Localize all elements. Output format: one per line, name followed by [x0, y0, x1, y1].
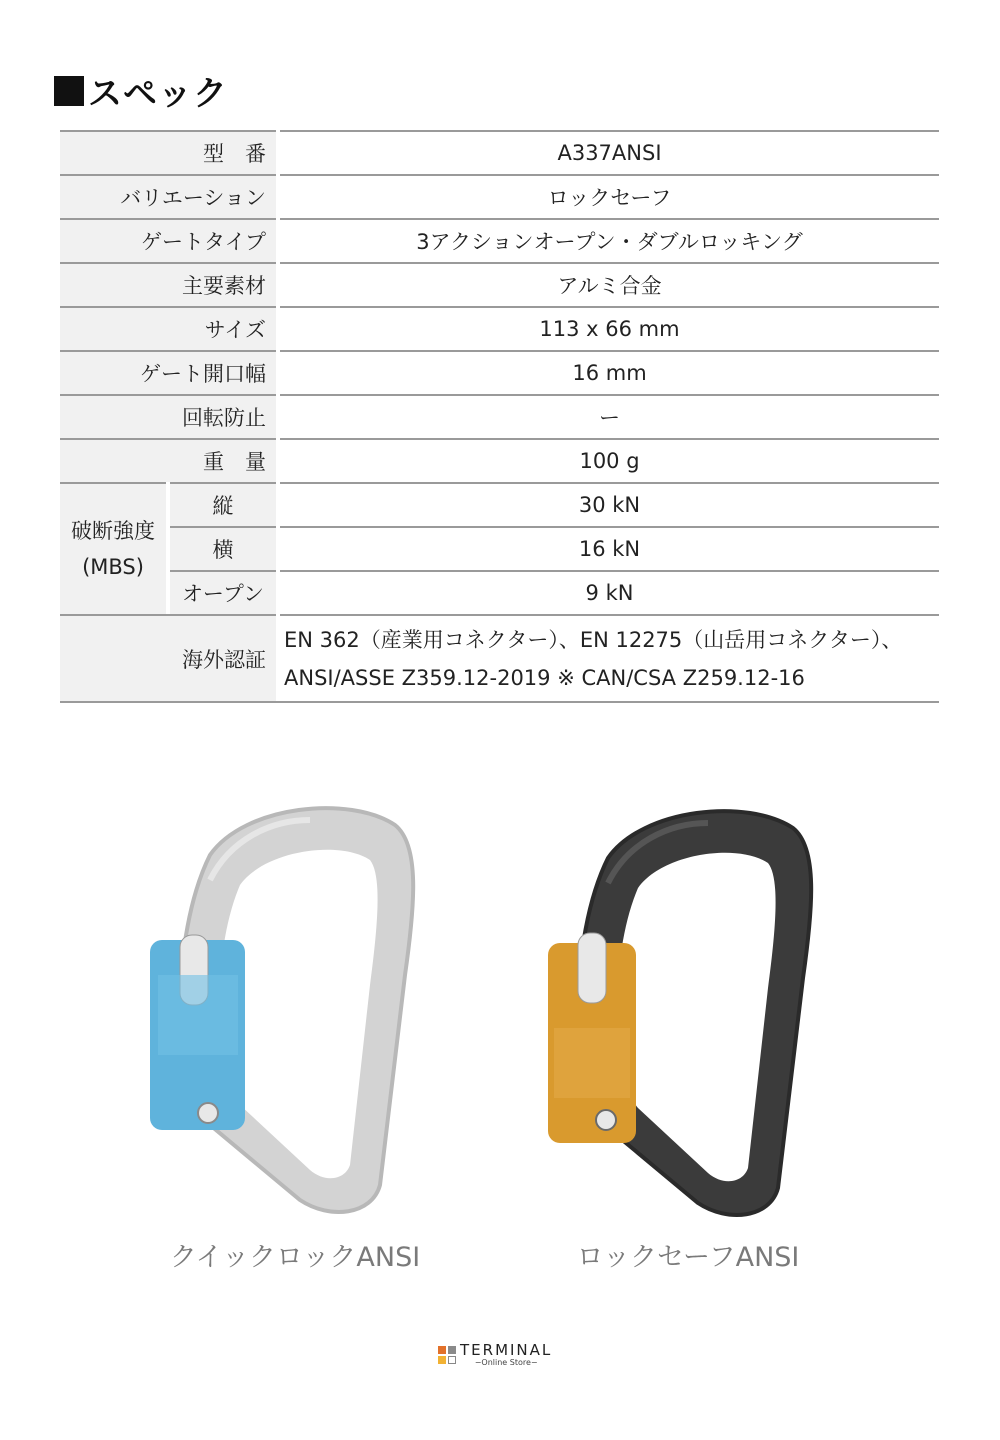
spec-label: ゲート開口幅	[140, 362, 266, 386]
mbs-label-line1: 破断強度	[71, 519, 155, 543]
mbs-group	[60, 482, 939, 614]
section-heading	[54, 66, 228, 115]
carabiner-quicklock-image	[150, 795, 430, 1225]
spec-label: サイズ	[204, 318, 266, 342]
cert-value	[280, 614, 939, 701]
spec-table	[60, 130, 939, 703]
spec-row	[60, 438, 939, 482]
logo-grid-icon	[438, 1346, 456, 1364]
cert-line1: EN 362（産業用コネクター）、EN 12275（山岳用コネクター）、	[284, 627, 903, 652]
spec-value: アルミ合金	[280, 262, 939, 306]
spec-row	[60, 350, 939, 394]
spec-label: 回転防止	[182, 406, 266, 430]
mbs-sub-value: 9 kN	[280, 570, 939, 614]
mbs-sub-value: 30 kN	[280, 482, 939, 526]
cert-row	[60, 614, 939, 703]
cert-label: 海外認証	[182, 647, 266, 672]
spec-row	[60, 262, 939, 306]
logo-sub: −Online Store−	[474, 1358, 538, 1367]
mbs-sub-label: 縦	[170, 482, 276, 526]
mbs-sub-label: 横	[170, 526, 276, 570]
caption-locksafe: ロックセーフANSI	[576, 1242, 800, 1273]
carabiner-locksafe-image	[548, 798, 828, 1228]
spec-label: バリエーション	[120, 186, 266, 210]
spec-value: 113 x 66 mm	[280, 306, 939, 350]
mbs-label	[60, 482, 166, 614]
spec-value: 16 mm	[280, 350, 939, 394]
mbs-sub-label: オープン	[170, 570, 276, 614]
spec-value: A337ANSI	[280, 130, 939, 174]
spec-label: ゲートタイプ	[141, 230, 266, 254]
spec-row	[60, 130, 939, 174]
logo-name: TERMINAL	[460, 1341, 553, 1359]
section-heading-text: スペック	[88, 74, 228, 114]
cert-line2: ANSI/ASSE Z359.12-2019 ※ CAN/CSA Z259.12-16	[284, 665, 805, 690]
mbs-label-line2: (MBS)	[82, 555, 144, 579]
spec-row	[60, 218, 939, 262]
caption-quicklock: クイックロックANSI	[169, 1242, 421, 1273]
spec-value: 3アクションオープン・ダブルロッキング	[280, 218, 939, 262]
spec-row	[60, 174, 939, 218]
spec-row	[60, 394, 939, 438]
spec-label: 型 番	[203, 142, 266, 166]
spec-row	[60, 306, 939, 350]
terminal-logo	[438, 1343, 552, 1367]
spec-label: 主要素材	[182, 274, 266, 298]
spec-label: 重 量	[203, 450, 266, 474]
spec-value: 100 g	[280, 438, 939, 482]
spec-value: ロックセーフ	[280, 174, 939, 218]
mbs-sub-value: 16 kN	[280, 526, 939, 570]
spec-value: ー	[280, 394, 939, 438]
square-bullet-icon	[54, 76, 84, 106]
